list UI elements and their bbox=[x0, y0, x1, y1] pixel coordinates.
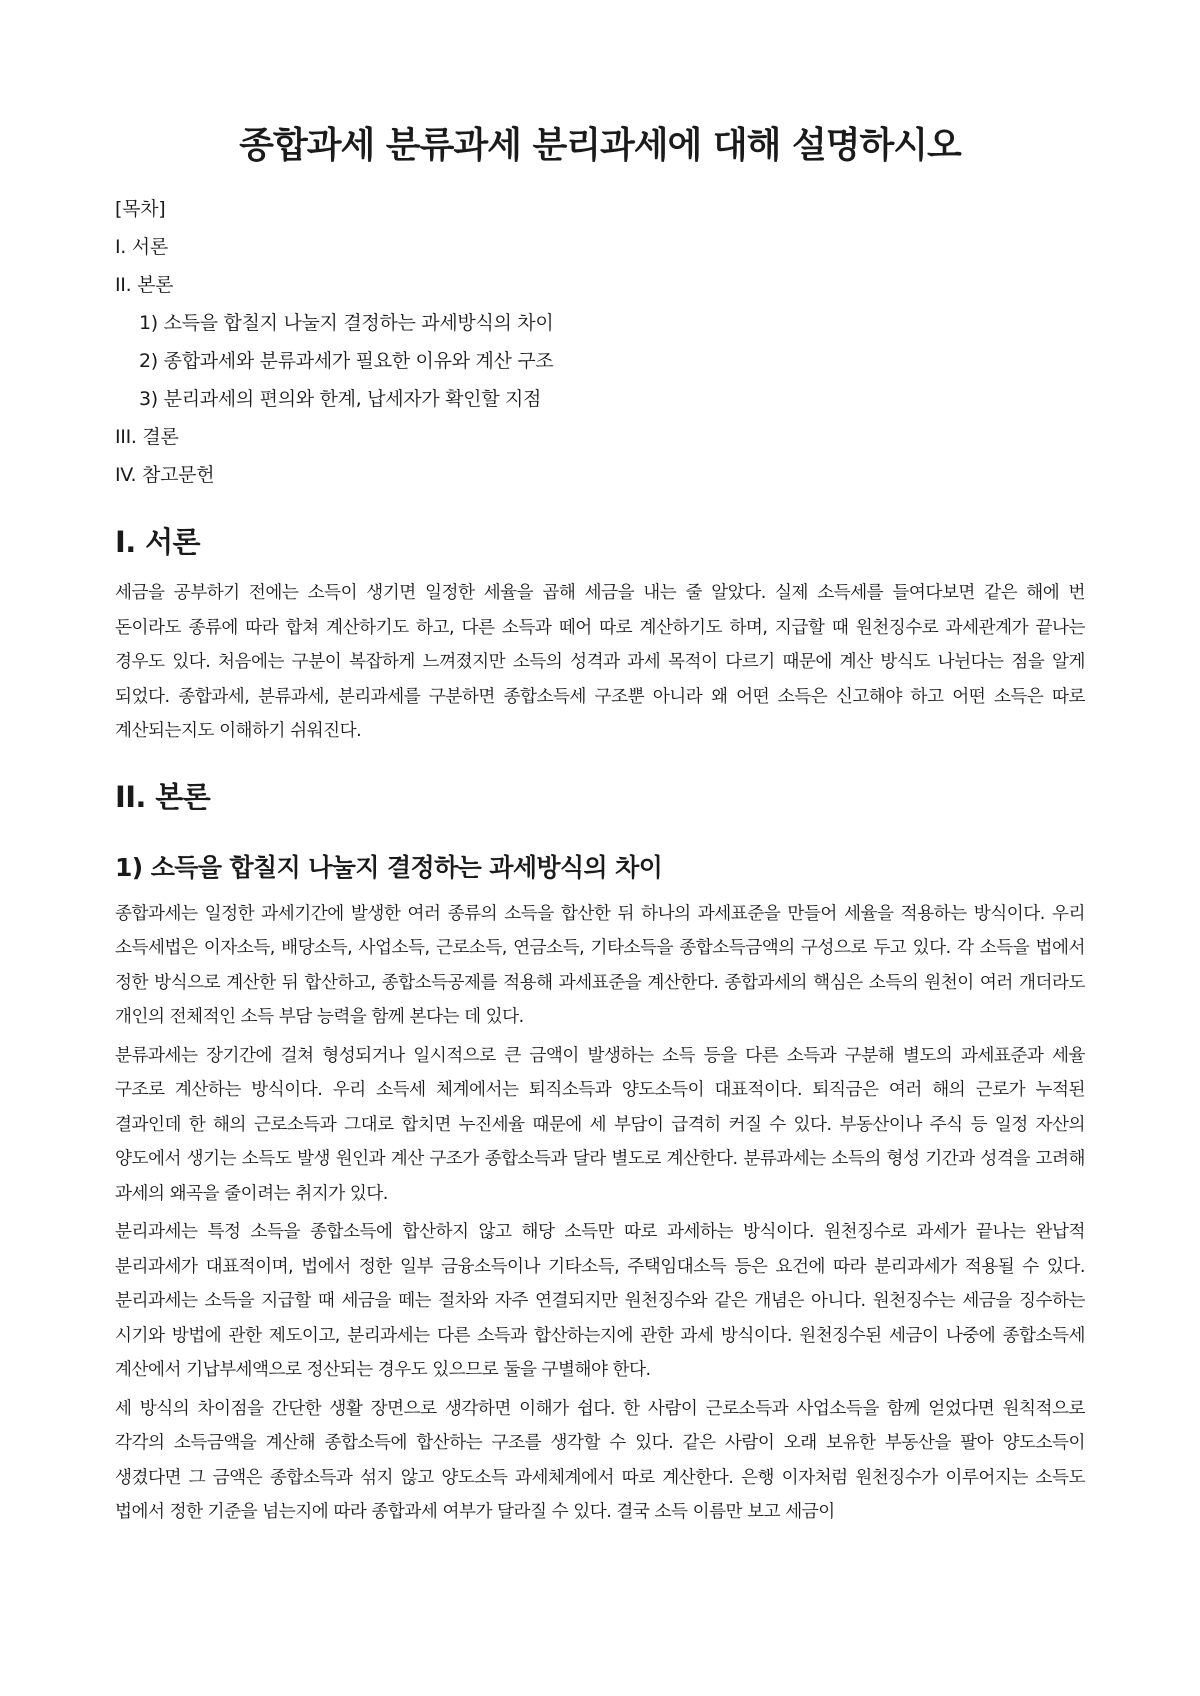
body-paragraph: 종합과세는 일정한 과세기간에 발생한 여러 종류의 소득을 합산한 뒤 하나의 과세표준을 만들어 세율을 적용하는 방식이다. 우리 소득세법은 이자소득, 배당소득, 사업소득, 근로소득, 연금소득, 기타소득을 종합소득금액의 구성으로 두고 있다. 각 소득을 법에서 정한 방식으로 계산한 뒤 합산하고, 종합소득공제를 적용해 과세표준을 계산한다. 종합과세의 핵심은 소득의 원천이 여러 개더라도 개인의 전체적인 소득 부담 능력을 함께 본다는 데 있다. bbox=[115, 903, 1085, 1027]
intro-paragraph: 세금을 공부하기 전에는 소득이 생기면 일정한 세율을 곱해 세금을 내는 줄 알았다. 실제 소득세를 들여다보면 같은 해에 번 돈이라도 종류에 따라 합쳐 계산하기도 하고, 다른 소득과 떼어 따로 계산하기도 하며, 지급할 때 원천징수로 과세관계가 끝나는 경우도 있다. 처음에는 구분이 복잡하게 느껴졌지만 소득의 성격과 과세 목적이 다르기 때문에 계산 방식도 나뉜다는 점을 알게 되었다. 종합과세, 분류과세, 분리과세를 구분하면 종합소득세 구조뿐 아니라 왜 어떤 소득은 신고해야 하고 어떤 소득은 따로 계산되는지도 이해하기 쉬워진다. bbox=[115, 583, 1085, 741]
toc-item: 3) 분리과세의 편의와 한계, 납세자가 확인할 지점 bbox=[139, 388, 542, 410]
toc-item: IV. 참고문헌 bbox=[115, 464, 215, 486]
toc-item: 1) 소득을 합칠지 나눌지 결정하는 과세방식의 차이 bbox=[139, 312, 554, 334]
body-paragraph: 분리과세는 특정 소득을 종합소득에 합산하지 않고 해당 소득만 따로 과세하는 방식이다. 원천징수로 과세가 끝나는 완납적 분리과세가 대표적이며, 법에서 정한 일부 금융소득이나 기타소득, 주택임대소득 등은 요건에 따라 분리과세가 적용될 수 있다. 분리과세는 소득을 지급할 때 세금을 떼는 절차와 자주 연결되지만 원천징수와 같은 개념은 아니다. 원천징수는 세금을 징수하는 시기와 방법에 관한 제도이고, 분리과세는 다른 소득과 합산하는지에 관한 과세 방식이다. 원천징수된 세금이 나중에 종합소득세 계산에서 기납부세액으로 정산되는 경우도 있으므로 둘을 구별해야 한다. bbox=[115, 1222, 1085, 1380]
section-heading-intro: I. 서론 bbox=[115, 525, 200, 559]
document-page bbox=[115, 0, 1085, 1696]
toc-heading: [목차] bbox=[115, 198, 166, 220]
table-of-contents bbox=[115, 190, 1085, 494]
toc-item: II. 본론 bbox=[115, 274, 174, 296]
body-paragraph: 분류과세는 장기간에 걸쳐 형성되거나 일시적으로 큰 금액이 발생하는 소득 등을 다른 소득과 구분해 별도의 과세표준과 세율 구조로 계산하는 방식이다. 우리 소득세 체계에서는 퇴직소득과 양도소득이 대표적이다. 퇴직금은 여러 해의 근로가 누적된 결과인데 한 해의 근로소득과 그대로 합치면 누진세율 때문에 세 부담이 급격히 커질 수 있다. 부동산이나 주식 등 일정 자산의 양도에서 생기는 소득도 발생 원인과 계산 구조가 종합소득과 달라 별도로 계산한다. 분류과세는 소득의 형성 기간과 성격을 고려해 과세의 왜곡을 줄이려는 취지가 있다. bbox=[115, 1045, 1085, 1204]
subsection-heading-1: 1) 소득을 합칠지 나눌지 결정하는 과세방식의 차이 bbox=[115, 852, 663, 882]
document-title: 종합과세 분류과세 분리과세에 대해 설명하시오 bbox=[239, 125, 961, 166]
body-paragraph: 세 방식의 차이점을 간단한 생활 장면으로 생각하면 이해가 쉽다. 한 사람이 근로소득과 사업소득을 함께 얻었다면 원칙적으로 각각의 소득금액을 계산해 종합소득에 합산하는 구조를 생각할 수 있다. 같은 사람이 오래 보유한 부동산을 팔아 양도소득이 생겼다면 그 금액은 종합소득과 섞지 않고 양도소득 과세체계에서 따로 계산한다. 은행 이자처럼 원천징수가 이루어지는 소득도 법에서 정한 기준을 넘는지에 따라 종합과세 여부가 달라질 수 있다. 결국 소득 이름만 보고 세금이 bbox=[115, 1398, 1085, 1522]
toc-item: I. 서론 bbox=[115, 236, 168, 258]
toc-item: III. 결론 bbox=[115, 426, 179, 448]
section-heading-body: II. 본론 bbox=[115, 779, 211, 814]
toc-item: 2) 종합과세와 분류과세가 필요한 이유와 계산 구조 bbox=[139, 350, 554, 372]
